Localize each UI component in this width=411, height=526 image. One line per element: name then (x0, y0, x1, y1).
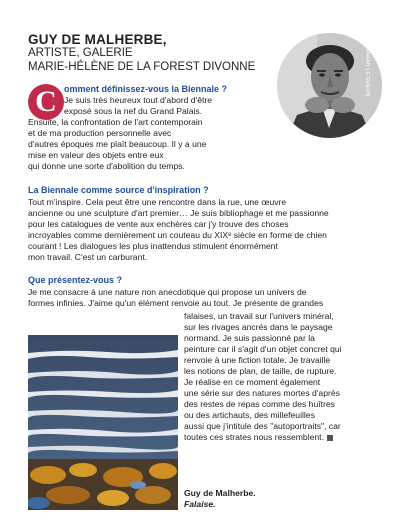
answer-line: mon travail. C'est un carburant. (28, 252, 148, 262)
answer-line: toutes ces strates nous ressemblent. (184, 432, 324, 442)
end-of-article-square-icon (327, 435, 333, 441)
answer-line: pour les catalogues de vente aux enchères car j'y trouve des choses (28, 219, 289, 229)
answer-line: incroyables comme dernièrement un couteau du XIXᵉ siècle en forme de chien (28, 230, 327, 240)
intro-line: mise en valeur des objets entre eux (28, 150, 164, 160)
interviewee-role: ARTISTE, GALERIE (28, 47, 133, 59)
intro-line: Ensuite, la confrontation de l'art contemporain (28, 117, 203, 127)
answer-line: normand. Je suis passionné par la (184, 333, 315, 343)
answer-line: renvoie à une fiction totale. Je travaille (184, 355, 331, 365)
interviewee-name: GUY DE MALHERBE, (28, 32, 167, 47)
answer-line: des restes de repas comme des huîtres (184, 399, 335, 409)
gallery-name: MARIE-HÉLÈNE DE LA FOREST DIVONNE (28, 61, 256, 73)
intro-line: qui donne une sorte d'abolition du temps. (28, 161, 185, 171)
question-presentation: Que présentez-vous ? (28, 275, 123, 285)
answer-line: les notions de plan, de taille, de rupture. (184, 366, 337, 376)
end-line (184, 432, 333, 443)
answer-line: une série sur des natures mortes d'après (184, 388, 340, 398)
answer-line: aussi que j'intitule des "autoportraits", car (184, 421, 341, 431)
answer-line: formes infinies. J'aime qu'un élément renvoie au tout. Je présente de grandes (28, 298, 324, 308)
answer-line: sur les rivages ancrés dans le paysage (184, 322, 333, 332)
intro-line: d'autres époques me plaît beaucoup. Il y a une (28, 139, 207, 149)
answer-line: falaises, un travail sur l'univers minéral, (184, 311, 334, 321)
answer-line: ou des artichauts, des millefeuilles (184, 410, 315, 420)
intro-line: exposé sous la nef du Grand Palais. (64, 106, 203, 116)
intro-line: Je suis très heureux tout d'abord d'être (64, 95, 213, 105)
photo-credit: © SARAH LE GUERN (364, 40, 370, 97)
intro-line: et de ma production personnelle avec (28, 128, 172, 138)
caption-title: Falaise. (184, 499, 216, 509)
answer-line: courant ! Les dialogues les plus inattendus stimulent énormément (28, 241, 278, 251)
answer-line: ancienne ou une sculpture d'art premier… Je suis bibliophage et me passionne (28, 208, 329, 218)
answer-line: Tout m'inspire. Cela peut être une rencontre dans la rue, une œuvre (28, 197, 287, 207)
question-inspiration: La Biennale comme source d'inspiration ? (28, 185, 209, 195)
painting-falaise (28, 335, 178, 510)
question-biennale-definition: omment définissez-vous la Biennale ? (64, 84, 228, 94)
answer-line: Je réalise en ce moment également (184, 377, 321, 387)
answer-line: Je me consacre à une nature non anecdotique qui propose un univers de (28, 287, 307, 297)
answer-line: peinture car il s'agit d'un objet concret qui (184, 344, 342, 354)
caption-artist: Guy de Malherbe. (184, 488, 256, 498)
drop-cap: C (28, 84, 64, 120)
